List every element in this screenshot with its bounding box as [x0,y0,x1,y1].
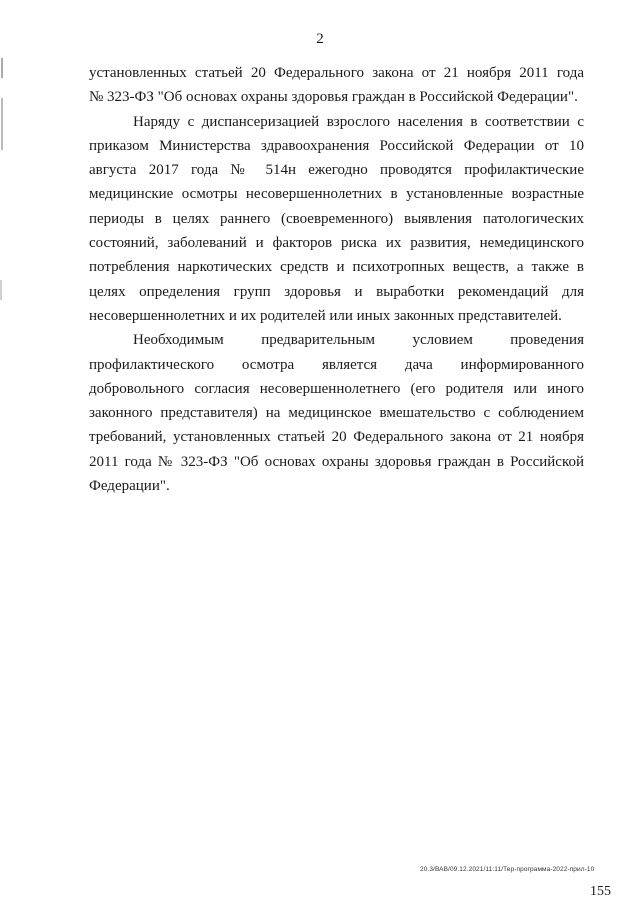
document-body [89,61,584,498]
paragraph-1: установленных статьей 20 Федерального закона от 21 ноября 2011 года № 323-ФЗ "Об основах охраны здоровья граждан в Российской Федерации". [89,65,584,106]
paragraph-3: Необходимым предварительным условием проведения профилактического осмотра является дача информированного добровольного согласия несовершеннолетнего (его родителя или иного законного представителя) на медицинское вмешательство с соблюдением требований, установленных статьей 20 Федерального закона от 21 ноября 2011 года № 323-ФЗ "Об основах охраны здоровья граждан в Российской Федерации". [89,332,584,495]
page-number-bottom: 155 [590,884,611,899]
footer-stamp: 20.3/ВАВ/09.12.2021/11:11/Тер-программа-2022-прил-10 [420,866,595,873]
page-number-top: 2 [316,31,324,47]
paragraph-2: Наряду с диспансеризацией взрослого населения в соответствии с приказом Министерства здравоохранения Российской Федерации от 10 августа 2017 года № 514н ежегодно проводятся профилактические медицинские осмотры несовершеннолетних в установленные возрастные периоды в целях раннего (своевременного) выявления патологических состояний, заболеваний и факторов риска их развития, немедицинского потребления наркотических средств и психотропных веществ, а также в целях определения групп здоровья и выработки рекомендаций для несовершеннолетних и их родителей или иных законных представителей. [89,113,584,324]
scan-margin-marks [0,0,10,905]
